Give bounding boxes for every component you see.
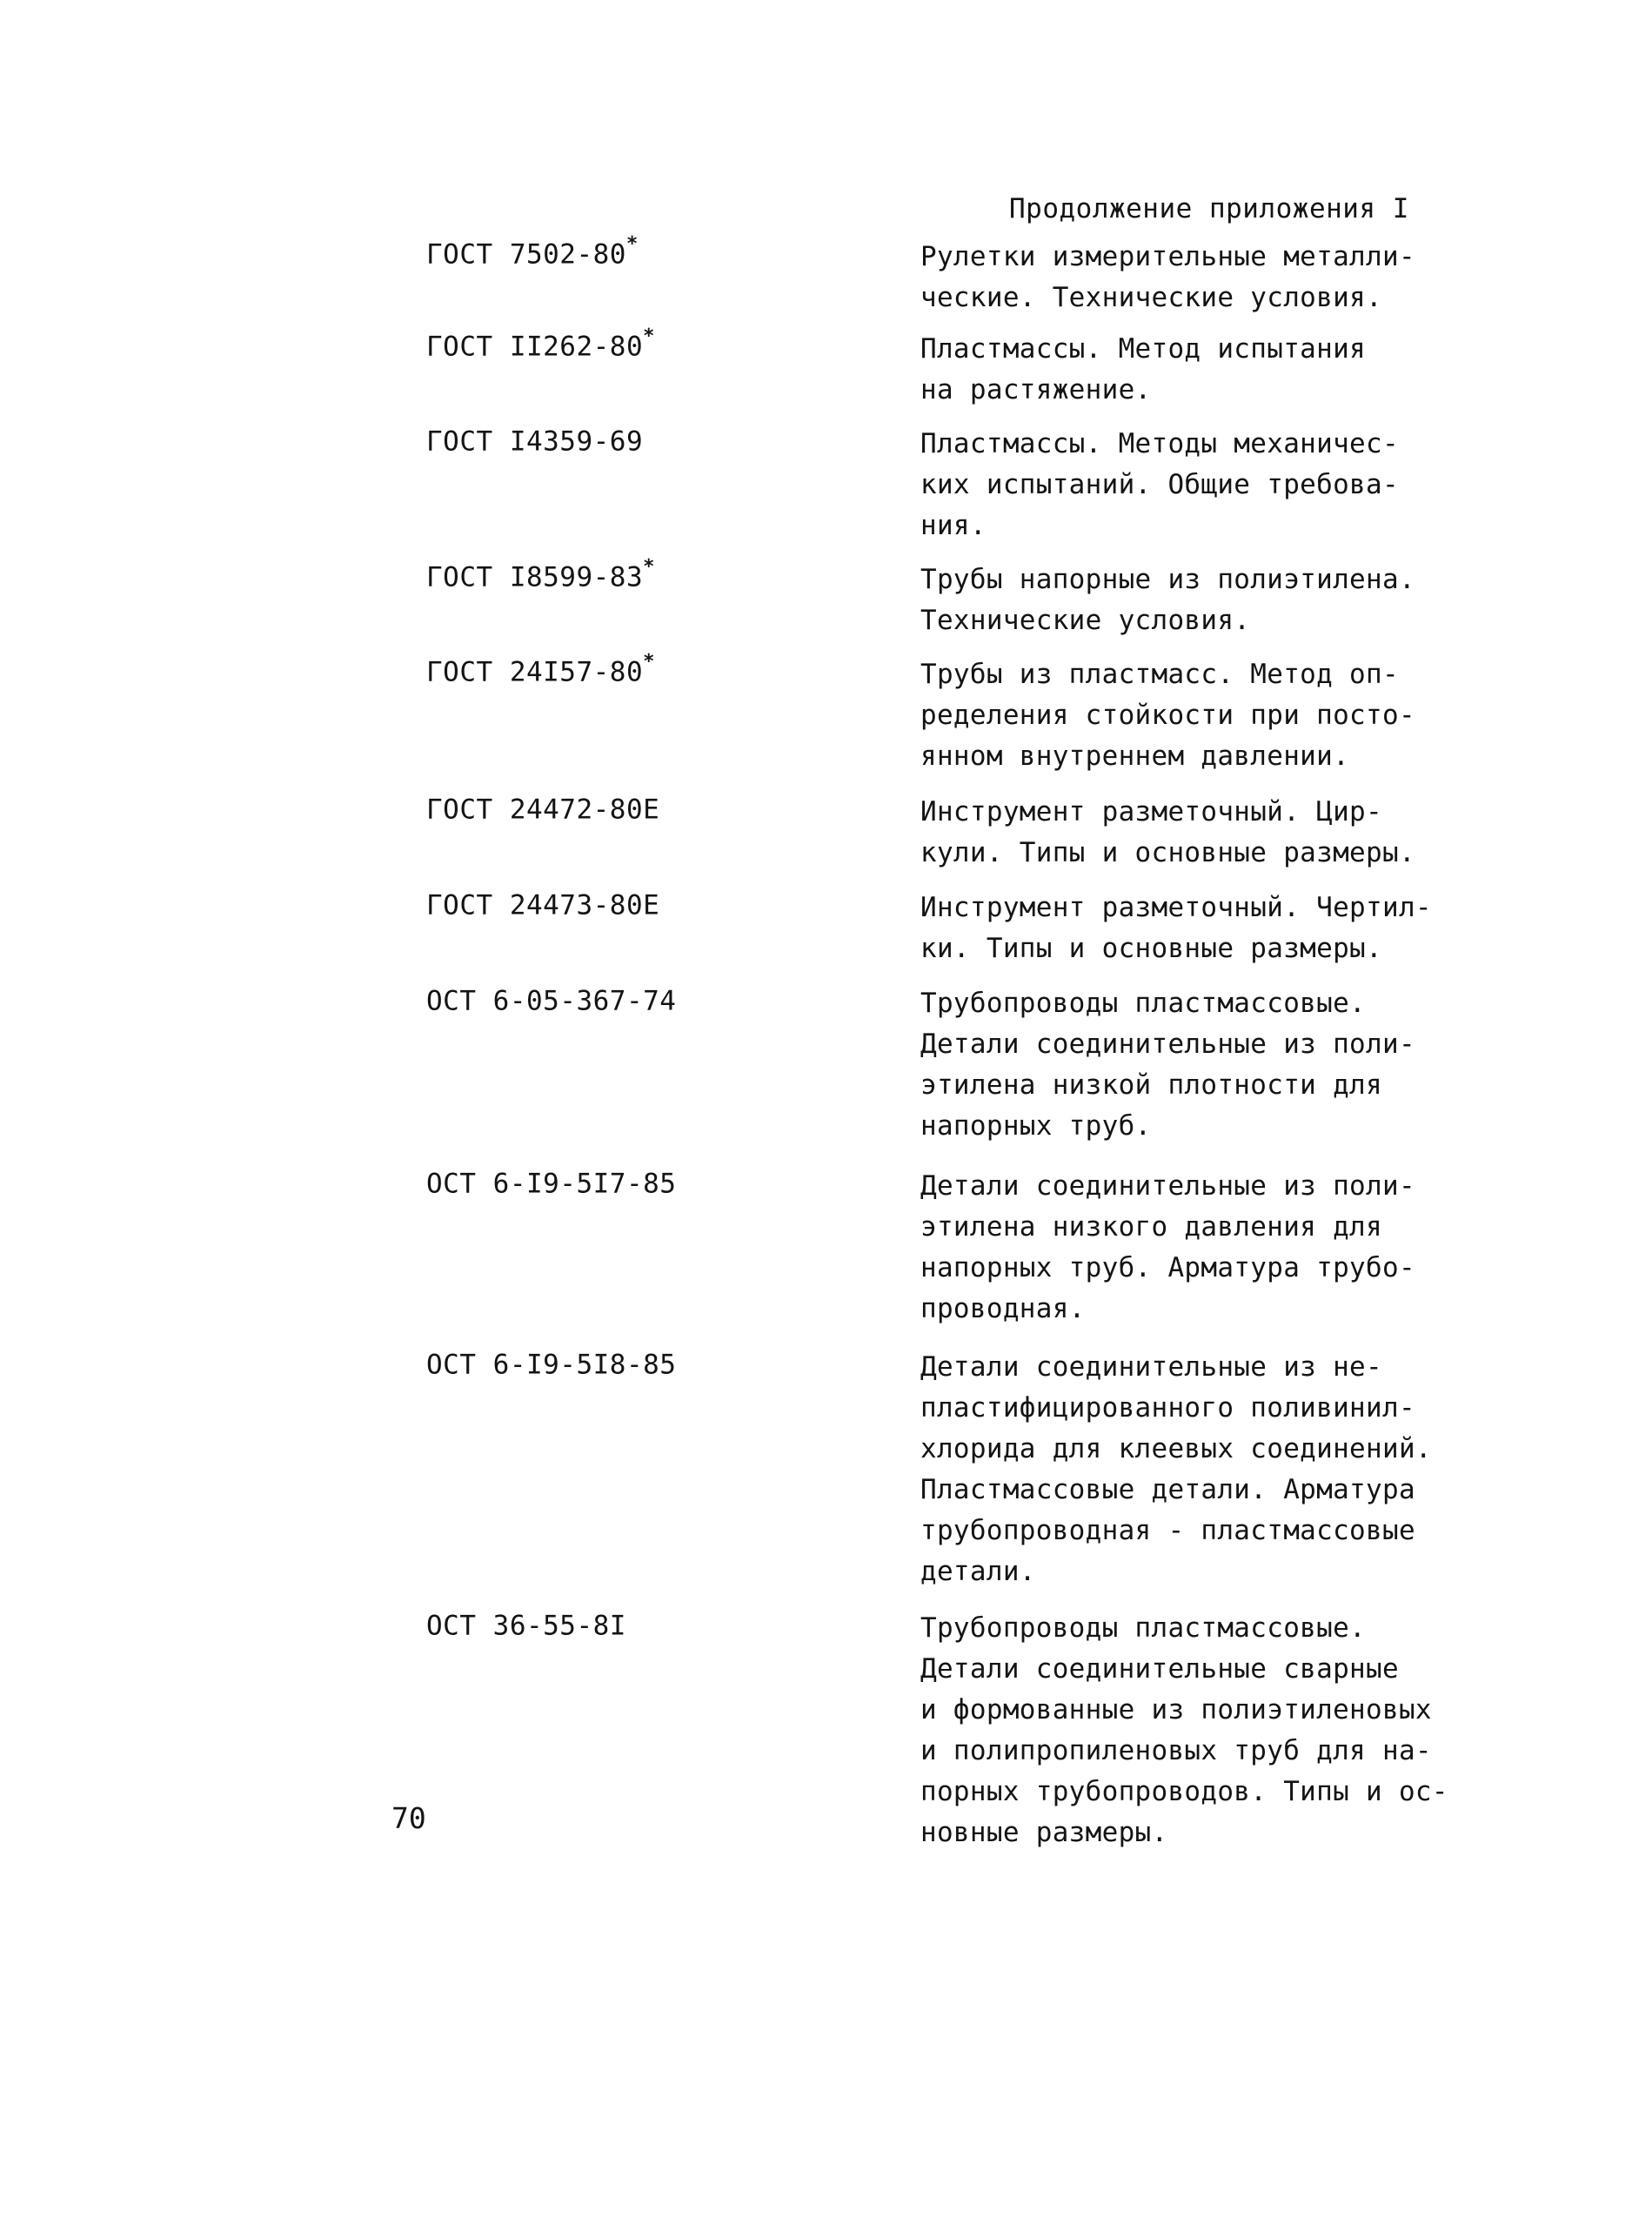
asterisk-mark: * bbox=[643, 325, 655, 347]
description-line: Детали соединительные сварные bbox=[920, 1653, 1399, 1685]
continuation-header: Продолжение приложения I bbox=[1009, 193, 1409, 224]
asterisk-mark: * bbox=[643, 556, 655, 578]
description-line: Трубопроводы пластмассовые. bbox=[920, 988, 1367, 1019]
description-line: ния. bbox=[920, 510, 987, 541]
standard-code bbox=[426, 1166, 676, 1199]
description-line: напорных труб. Арматура трубо- bbox=[920, 1252, 1415, 1283]
page-number: 70 bbox=[391, 1801, 426, 1835]
description-line: проводная. bbox=[920, 1293, 1086, 1324]
description-line: Инструмент разметочный. Цир- bbox=[920, 796, 1382, 828]
description-line: трубопроводная - пластмассовые bbox=[920, 1515, 1415, 1546]
description-line: кули. Типы и основные размеры. bbox=[920, 837, 1415, 868]
standard-code bbox=[426, 1608, 626, 1641]
description-line: Инструмент разметочный. Чертил- bbox=[920, 892, 1432, 923]
description-line: ческие. Технические условия. bbox=[920, 282, 1382, 313]
description-line: ки. Типы и основные размеры. bbox=[920, 933, 1382, 964]
description-line: Пластмассы. Метод испытания bbox=[920, 333, 1367, 365]
standard-description bbox=[920, 237, 1477, 318]
standard-description bbox=[920, 654, 1477, 777]
description-line: Трубопроводы пластмассовые. bbox=[920, 1612, 1367, 1644]
standard-description bbox=[920, 792, 1477, 874]
description-line: Трубы напорные из полиэтилена. bbox=[920, 564, 1415, 595]
standard-description bbox=[920, 983, 1477, 1147]
description-line: янном внутреннем давлении. bbox=[920, 740, 1350, 772]
standard-code-text: ГОСТ II262-80 bbox=[426, 331, 644, 363]
standard-code bbox=[426, 888, 659, 921]
asterisk-mark: * bbox=[625, 233, 639, 255]
description-line: Детали соединительные из не- bbox=[920, 1351, 1382, 1383]
standard-code bbox=[426, 424, 643, 457]
standard-code bbox=[426, 983, 676, 1016]
standard-description bbox=[920, 1608, 1477, 1853]
standard-code bbox=[426, 1347, 676, 1380]
standard-code bbox=[426, 651, 655, 688]
description-line: порных трубопроводов. Типы и ос- bbox=[920, 1776, 1448, 1807]
description-line: на растяжение. bbox=[920, 374, 1152, 405]
standard-code-text: ОСТ 6-05-367-74 bbox=[426, 985, 677, 1017]
standard-description bbox=[920, 1166, 1477, 1330]
description-line: Технические условия. bbox=[920, 605, 1251, 636]
description-line: новные размеры. bbox=[920, 1817, 1168, 1848]
standard-code-text: ГОСТ 24472-80Е bbox=[426, 794, 660, 826]
standard-code-text: ГОСТ I4359-69 bbox=[426, 426, 644, 458]
description-line: Трубы из пластмасс. Метод оп- bbox=[920, 659, 1399, 690]
standard-description bbox=[920, 424, 1477, 546]
description-line: детали. bbox=[920, 1556, 1036, 1587]
standard-code bbox=[426, 325, 655, 363]
description-line: пластифицированного поливинил- bbox=[920, 1392, 1415, 1424]
standard-description bbox=[920, 560, 1477, 641]
description-line: Рулетки измерительные металли- bbox=[920, 241, 1415, 272]
description-line: ределения стойкости при посто- bbox=[920, 700, 1415, 731]
description-line: этилена низкого давления для bbox=[920, 1211, 1382, 1243]
standard-code-text: ОСТ 6-I9-5I7-85 bbox=[426, 1168, 677, 1200]
description-line: этилена низкой плотности для bbox=[920, 1069, 1382, 1101]
standard-code-text: ГОСТ 24473-80Е bbox=[426, 889, 660, 921]
description-line: Детали соединительные из поли- bbox=[920, 1170, 1415, 1202]
asterisk-mark: * bbox=[643, 651, 655, 673]
standard-description bbox=[920, 329, 1477, 411]
standard-description bbox=[920, 1347, 1477, 1592]
description-line: и полипропиленовых труб для на- bbox=[920, 1735, 1432, 1766]
description-line: Пластмассовые детали. Арматура bbox=[920, 1474, 1415, 1505]
standard-code bbox=[426, 556, 655, 593]
standard-code-text: ГОСТ I8599-83 bbox=[426, 561, 644, 593]
description-line: Детали соединительные из поли- bbox=[920, 1029, 1415, 1060]
standard-code-text: ОСТ 36-55-8I bbox=[426, 1610, 626, 1642]
standard-code-text: ГОСТ 7502-80 bbox=[426, 238, 626, 271]
description-line: Пластмассы. Методы механичес- bbox=[920, 428, 1399, 459]
standard-code bbox=[426, 233, 639, 271]
description-line: хлорида для клеевых соединений. bbox=[920, 1433, 1432, 1464]
standard-description bbox=[920, 888, 1477, 969]
standard-code bbox=[426, 792, 659, 825]
description-line: напорных труб. bbox=[920, 1110, 1152, 1142]
description-line: ких испытаний. Общие требова- bbox=[920, 469, 1399, 500]
standard-code-text: ГОСТ 24I57-80 bbox=[426, 656, 644, 688]
standard-code-text: ОСТ 6-I9-5I8-85 bbox=[426, 1349, 677, 1381]
description-line: и формованные из полиэтиленовых bbox=[920, 1694, 1432, 1725]
